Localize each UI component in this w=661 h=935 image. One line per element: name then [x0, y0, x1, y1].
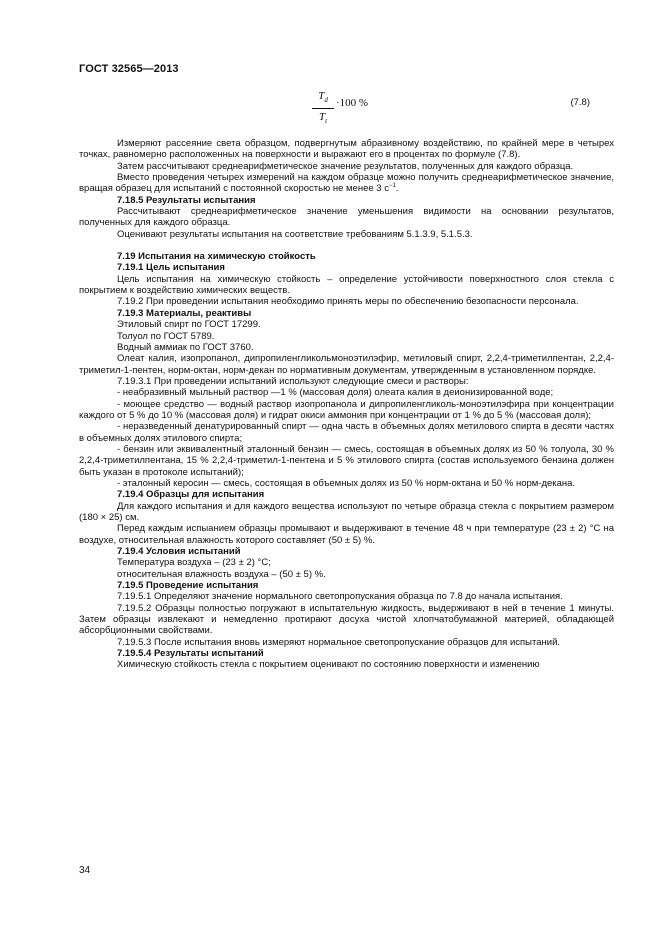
paragraph: Олеат калия, изопропанол, дипропиленгликольмоноэтилэфир, метиловый спирт, 2,2,4-триметилпентан, 2,2,4-триметил-1-пентен, норм-октан, норм-декан по нормативным документам, утвержденным в установленном порядке.: [79, 353, 614, 376]
formula-denominator: $T_t$: [318, 111, 328, 126]
paragraph: Водный аммиак по ГОСТ 3760.: [117, 341, 254, 353]
formula-7-8: [300, 89, 590, 125]
formula-numerator: $T_d$: [318, 90, 328, 105]
section-heading: 7.19.5.4 Результаты испытаний: [117, 648, 264, 660]
formula-multiplier: ·100 %: [336, 97, 369, 109]
section-heading: 7.19.1 Цель испытания: [117, 262, 225, 274]
formula-number: (7.8): [570, 97, 590, 108]
paragraph: - неабразивный мыльный раствор —1 % (массовая доля) олеата калия в деионизированной воде;: [117, 387, 554, 399]
paragraph: Перед каждым испыанием образцы промывают и выдерживают в течение 48 ч при температуре (23 ± 2) °С на воздухе, относительная влажность которого составляет (50 ± 5) %.: [79, 523, 614, 546]
section-heading: 7.19.5 Проведение испытания: [117, 580, 259, 592]
paragraph: Этиловый спирт по ГОСТ 17299.: [117, 319, 261, 331]
paragraph: Вместо проведения четырех измерений на каждом образце можно получить среднеарифметическое значение, вращая образец для испытаний с постоянной скоростью не менее 3 $с^{-1}$.: [79, 172, 614, 195]
paragraph: - бензин или эквивалентный эталонный бензин — смесь, состоящая в объемных долях из 50 % толуола, 30 % 2,2,4-триметилпентана, 15 % 2,2,4-триметил-1-пентена и 5 % этилового спирта (состав используемого бензина должен быть указан в протоколе испытаний);: [79, 443, 614, 478]
paragraph: 7.19.2 При проведении испытания необходимо принять меры по обеспечению безопасности персонала.: [117, 296, 579, 308]
paragraph: Химическую стойкость стекла с покрытием оценивают по состоянию поверхности и изменению: [117, 659, 540, 671]
paragraph: Оценивают результаты испытания на соответствие требованиям 5.1.3.9, 5.1.5.3.: [117, 228, 473, 240]
paragraph: 7.19.3.1 При проведении испытаний используют следующие смеси и растворы:: [117, 375, 469, 387]
section-heading: 7.19.3 Материалы, реактивы: [117, 307, 252, 319]
section-heading: 7.19 Испытания на химическую стойкость: [117, 251, 316, 263]
section-heading: 7.19.4 Образцы для испытания: [117, 489, 265, 501]
section-heading: 7.18.5 Результаты испытания: [117, 194, 256, 206]
formula-fraction: [312, 89, 334, 128]
paragraph: Для каждого испытания и для каждого вещества используют по четыре образца стекла с покрытием размером (180 × 25) см.: [79, 500, 614, 523]
fraction-bar: [312, 108, 334, 109]
paragraph: Цель испытания на химическую стойкость – определение устойчивости поверхностного слоя стекла с покрытием к воздействию химических веществ.: [79, 273, 614, 297]
paragraph: 7.19.5.3 После испытания вновь измеряют нормальное светопропускание образцов для испытаний.: [117, 636, 561, 648]
paragraph: относительная влажность воздуха – (50 ± 5) %.: [117, 568, 326, 580]
paragraph: - неразведенный денатурированный спирт — одна часть в объемных долях метилового спирта в десяти частях в объемных долях этилового спирта;: [79, 421, 614, 444]
paragraph: - моющее средство — водный раствор изопропанола и дипропиленгликоль-моноэтилэфира при концентрации каждого от 5 % до 10 % (массовая доля) и гидрат окиси аммония при концентрации от 1 % до 5 % (массовая доля);: [79, 398, 614, 421]
standard-header: ГОСТ 32565—2013: [79, 63, 179, 75]
paragraph: Измеряют рассеяние света образцом, подвергнутым абразивному воздействию, по крайней мере в четырех точках, равномерно расположенных на поверхности и выражают его в процентах по формуле (7.8).: [79, 138, 614, 161]
paragraph: Затем рассчитывают среднеарифметическое значение результатов, полученных для каждого образца.: [117, 160, 574, 172]
section-heading: 7.19.4 Условия испытаний: [117, 546, 241, 558]
paragraph: Рассчитывают среднеарифметическое значение уменьшения видимости на основании результатов, полученных для каждого образца.: [79, 206, 614, 229]
paragraph: Температура воздуха – (23 ± 2) °С;: [117, 557, 271, 569]
document-body: [79, 138, 614, 671]
paragraph: 7.19.5.2 Образцы полностью погружают в испытательную жидкость, выдерживают в ней в течение 1 минуты. Затем образцы извлекают и немедленно протирают досуха чистой хлопчатобумажной материей, обладающей абсорбционными свойствами.: [79, 602, 614, 637]
paragraph: 7.19.5.1 Определяют значение нормального светопропускания образца по 7.8 до начала испытания.: [117, 591, 563, 603]
paragraph: Толуол по ГОСТ 5789.: [117, 330, 215, 342]
page-number: 34: [79, 865, 91, 876]
paragraph: - эталонный керосин — смесь, состоящая в объемных долях из 50 % норм-октана и 50 % норм-декана.: [117, 477, 576, 489]
